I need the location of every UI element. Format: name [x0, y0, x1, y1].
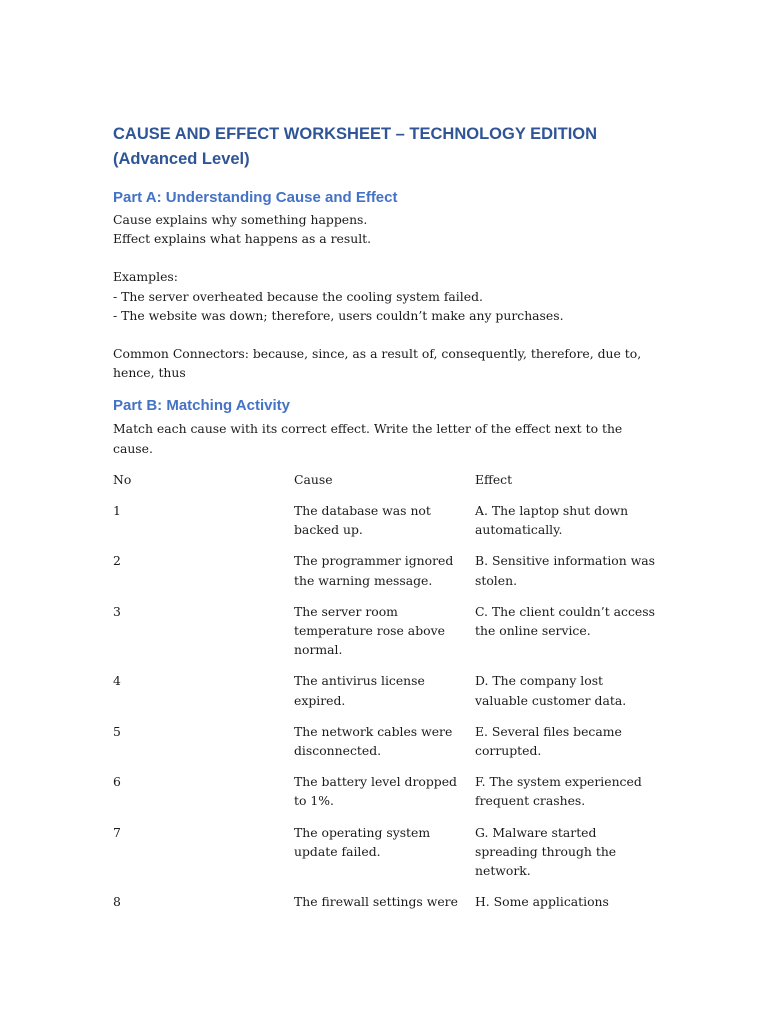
matching-table	[113, 470, 658, 924]
cause-cell: The network cables were disconnected.	[294, 723, 453, 759]
part-a-heading: Part A: Understanding Cause and Effect	[113, 189, 398, 206]
header-effect: Effect	[475, 471, 513, 487]
row-number: 2	[113, 553, 121, 569]
table-row	[113, 892, 658, 923]
table-row	[113, 501, 658, 551]
example-item: - The server overheated because the cooling system failed.	[113, 288, 483, 304]
row-number: 6	[113, 774, 121, 790]
effect-cell: G. Malware started spreading through the network.	[475, 824, 617, 879]
intro-line: Effect explains what happens as a result.	[113, 231, 372, 247]
effect-cell: E. Several files became corrupted.	[475, 723, 622, 759]
table-row	[113, 772, 658, 822]
examples-block	[113, 267, 658, 325]
table-row	[113, 671, 658, 721]
table-header-row	[113, 470, 658, 501]
intro-line: Cause explains why something happens.	[113, 212, 368, 227]
row-number: 7	[113, 824, 121, 840]
row-number: 1	[113, 503, 121, 519]
part-a-intro	[113, 210, 658, 248]
table-row	[113, 722, 658, 772]
table-row	[113, 602, 658, 672]
row-number: 3	[113, 603, 121, 619]
cause-cell: The server room temperature rose above normal.	[294, 603, 445, 658]
worksheet-page	[113, 122, 658, 923]
cause-cell: The antivirus license expired.	[294, 673, 425, 708]
effect-cell: D. The company lost valuable customer data.	[475, 673, 627, 708]
effect-cell: H. Some applications	[475, 894, 609, 910]
effect-cell: A. The laptop shut down automatically.	[475, 503, 629, 538]
table-row	[113, 823, 658, 893]
table-row	[113, 551, 658, 601]
row-number: 5	[113, 723, 121, 739]
part-b-instructions: Match each cause with its correct effect. Write the letter of the effect next to the cause.	[113, 421, 623, 456]
row-number: 4	[113, 673, 121, 689]
cause-cell: The operating system update failed.	[294, 824, 431, 859]
common-connectors: Common Connectors: because, since, as a result of, consequently, therefore, due to, hence, thus	[113, 346, 642, 381]
header-cause: Cause	[294, 471, 333, 487]
cause-cell: The database was not backed up.	[294, 503, 431, 538]
effect-cell: F. The system experienced frequent crashes.	[475, 774, 642, 809]
header-no: No	[113, 471, 132, 487]
cause-cell: The battery level dropped to 1%.	[294, 774, 457, 809]
effect-cell: B. Sensitive information was stolen.	[475, 553, 656, 588]
example-item: - The website was down; therefore, users couldn’t make any purchases.	[113, 307, 564, 323]
worksheet-title: CAUSE AND EFFECT WORKSHEET – TECHNOLOGY EDITION (Advanced Level)	[113, 125, 598, 168]
cause-cell: The programmer ignored the warning message.	[294, 553, 454, 588]
effect-cell: C. The client couldn’t access the online service.	[475, 603, 655, 639]
cause-cell: The firewall settings were	[294, 894, 458, 910]
part-b-heading: Part B: Matching Activity	[113, 397, 290, 415]
row-number: 8	[113, 894, 121, 910]
examples-label: Examples:	[113, 269, 178, 285]
